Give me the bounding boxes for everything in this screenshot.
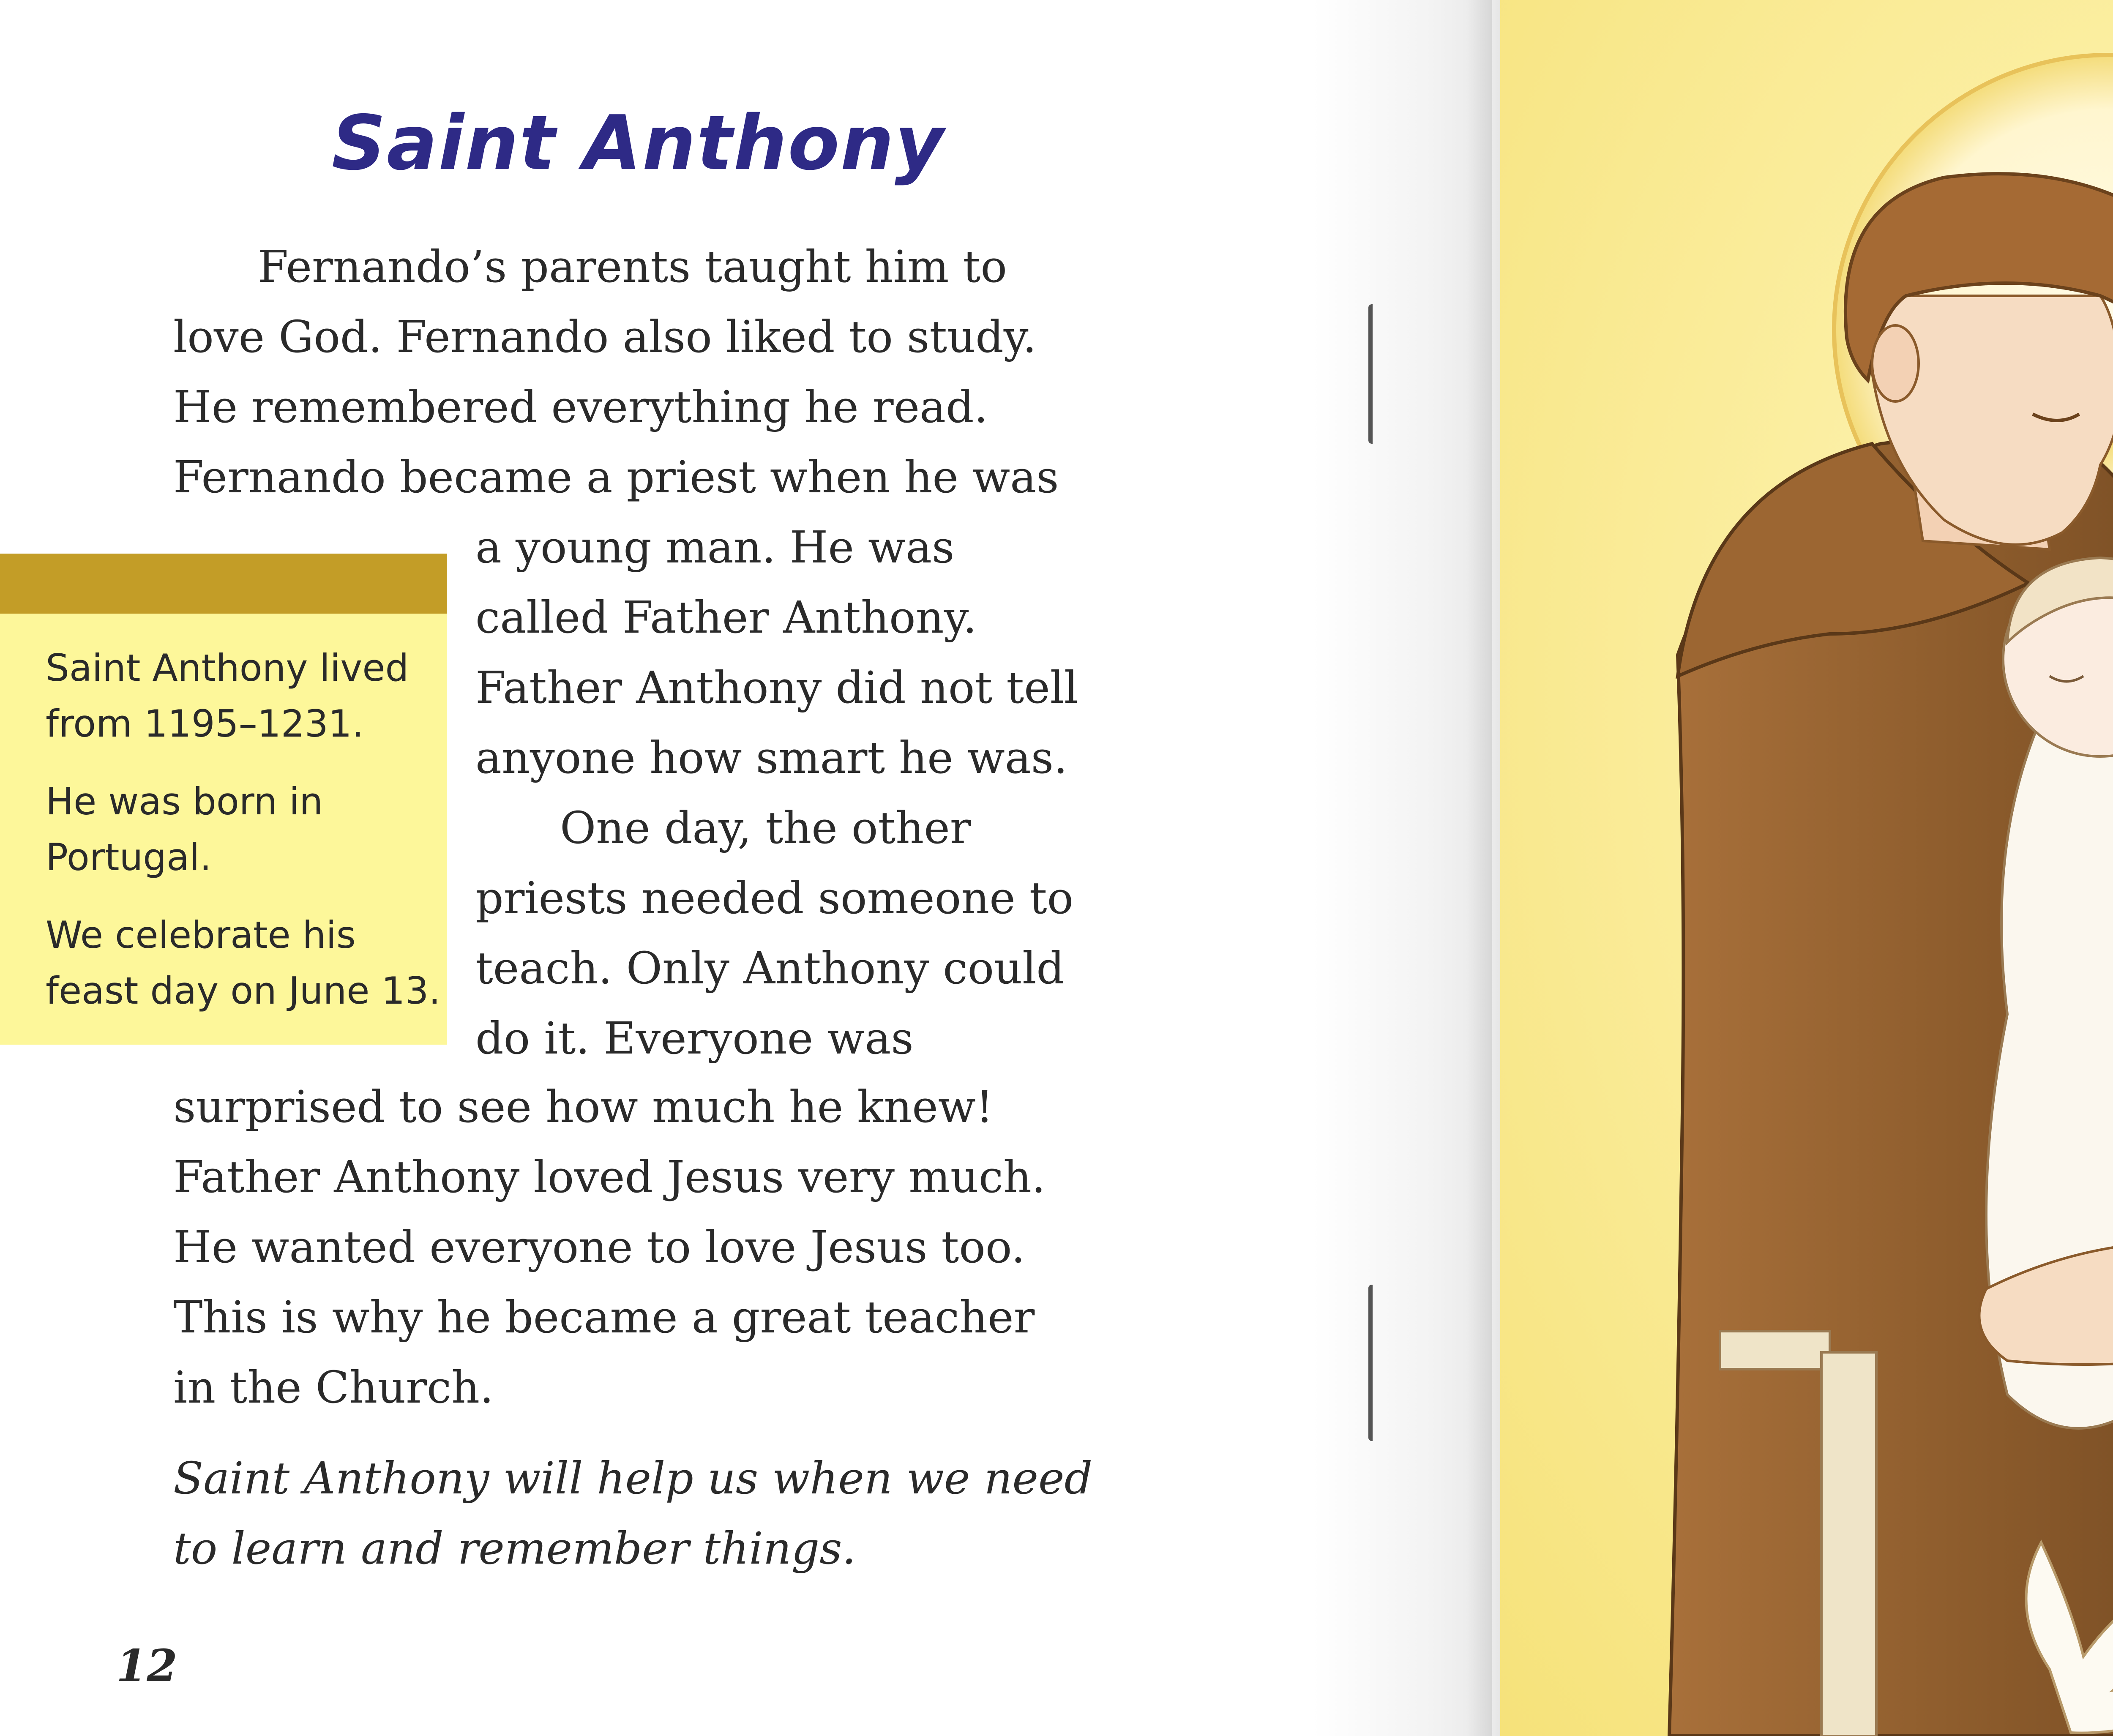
staple-top [1368,304,1383,444]
staple-bottom [1368,1285,1383,1441]
fact-line: feast day on June 13. [46,969,441,1013]
text-line: Fernando’s parents taught him to [258,241,1007,292]
text-line: teach. Only Anthony could [475,942,1065,994]
text-line: in the Church. [173,1362,494,1413]
fact-birthplace [46,774,439,885]
text-line: He wanted everyone to love Jesus too. [173,1221,1025,1273]
text-line: a young man. He was [475,521,955,573]
sidebar-facts [46,640,439,1041]
text-line: anyone how smart he was. [475,732,1068,783]
fact-dates [46,640,439,752]
fact-line: He was born in [46,780,323,823]
text-line: do it. Everyone was [475,1013,914,1064]
text-line: Saint Anthony will help us when we need [173,1452,1093,1504]
text-line: surprised to see how much he knew! [173,1081,994,1133]
story-paragraph-1 [173,232,1059,512]
text-line: priests needed someone to [475,872,1074,924]
fact-line: Saint Anthony lived [46,646,409,690]
saint-anthony-illustration [1500,0,2113,1736]
fact-line: from 1195–1231. [46,702,364,745]
text-line: Fernando became a priest when he was [173,451,1059,503]
book-gutter [1466,0,1500,1736]
page-number: 12 [116,1640,177,1692]
text-line: Father Anthony loved Jesus very much. [173,1151,1046,1203]
friar-ear [1872,325,1919,401]
rope-cord-hanging [1821,1352,1876,1736]
page-title: Saint Anthony [331,99,945,187]
story-paragraph-2 [173,1072,1046,1422]
fact-line: We celebrate his [46,913,356,957]
text-line: This is why he became a great teacher [173,1291,1035,1343]
closing-prayer [173,1443,1092,1583]
fact-feast-day [46,907,439,1019]
text-line: love God. Fernando also liked to study. [173,311,1037,363]
text-line: called Father Anthony. [475,592,977,643]
fact-line: Portugal. [46,835,212,879]
rope-cord [1720,1331,1830,1369]
illustration-page [1500,0,2113,1736]
sidebar-header-band [0,554,447,614]
story-paragraph-wrapped [475,512,1078,1073]
text-line: One day, the other [560,802,971,854]
text-line: He remembered everything he read. [173,381,988,433]
text-line: to learn and remember things. [173,1523,856,1574]
text-line: Father Anthony did not tell [475,662,1078,713]
